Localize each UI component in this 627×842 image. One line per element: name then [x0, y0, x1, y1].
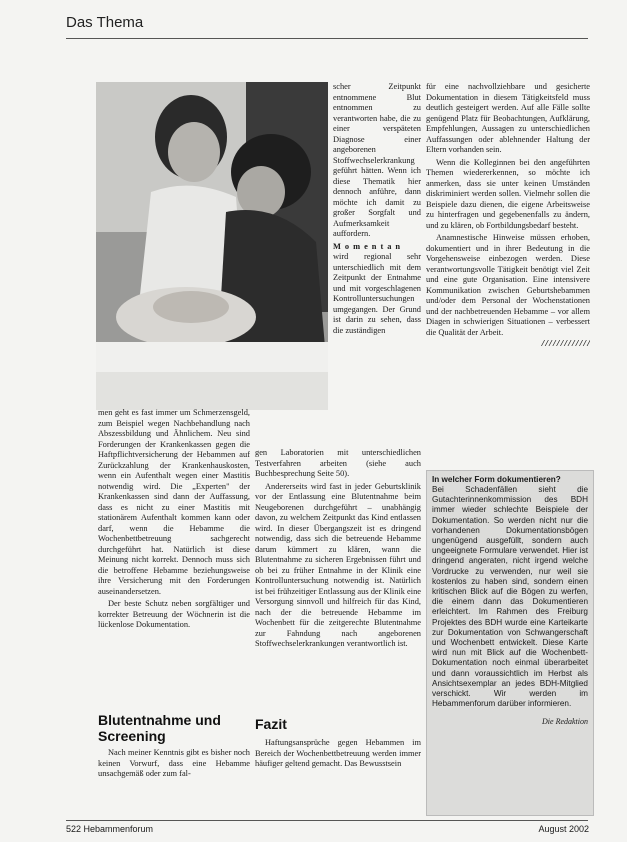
paragraph-text: wird regional sehr unterschiedlich mit dem Zeitpunkt der Entnahme und mit vorgeschlagenen Kontrolluntersuchungen umgegangen. Der Grund ist darin zu sehen, dass die zuständigen: [333, 252, 421, 335]
column-left: [98, 408, 250, 728]
footer-date: August 2002: [538, 824, 589, 834]
paragraph: scher Zeitpunkt entnommene Blut entnommen zu verantworten habe, die zu einer verspäteten Diagnose einer angeborenen Stoffwechselerkrankung geführt hätten. Wenn ich diese Thematik hier dennoch anführe, dann möchte ich damit zu großer Sorgfalt und Aufmerksamkeit auffordern.: [333, 82, 421, 238]
header-rule: [66, 38, 588, 39]
photo-midwives-with-newborn: [96, 82, 328, 410]
spaced-word: Momentan: [333, 241, 405, 251]
column-right: [426, 82, 590, 468]
paragraph: Nach meiner Kenntnis gibt es bisher noch keinen Vorwurf, dass eine Hebamme unsachgemäß oder zum fal-: [98, 748, 250, 778]
paragraph: für eine nachvollziehbare und gesicherte Dokumentation in diesem Tätigkeitsfeld muss deutlich gesteigert werden. Auf alle Fälle sollte genügend Platz für Beobachtungen, Aufklärung, Empfehlungen, Aussagen zu unterschiedlichen Auffassungen oder ablehnender Haltung der Eltern vorhanden sein.: [426, 82, 590, 154]
heading-fazit: Fazit: [255, 716, 287, 732]
box-text: Bei Schadenfällen sieht die Gutachterinnenkommission des BDH immer wieder schlechte Beispiele der Dokumentation. So werden nicht nur die vorhandenen Dokumentationsbögen ungenügend ausgefüllt, sondern auch ungeeignete Formulare verwendet. Hier ist dringend angeraten, nicht irgend welche Vordrucke zu verwenden, nur weil sie kostenlos zu haben sind, sondern einen kritischen Blick auf die Bögen zu werfen, die einem dann das Dokumentieren erleichtert. Im Rahmen des Freiburg Projektes des BDH wurde eine Karteikarte zur Dokumentation von Schwangerschaft und Wochenbett entwickelt. Diese Karte wird nun mit Blick auf die Wochenbett-Dokumentation noch einmal überarbeitet und dann voraussichtlich im Herbst als Ansichtsexemplar an jedes BDH-Mitglied verschickt. Wir werden im Hebammenforum darüber informieren.: [432, 485, 588, 709]
paragraph: Anamnestische Hinweise müssen erhoben, dokumentiert und in ihrer Bedeutung in die Vorgehensweise einbezogen werden. Diese verantwortungsvolle Tätigkeit benötigt viel Zeit und eine gute Organisation. Eine intensivere Kommunikation zwischen Geburtshebammen und/oder dem Personal der Wochenstationen und der nachbetreuenden Hebamme – vor allem Diagen in schwierigen Situationen – verbessert die Qualität der Arbeit.: [426, 233, 590, 337]
paragraph: Wenn die Kolleginnen bei den angeführten Themen wiedererkennen, so möchte ich anmerken, dass sie unter keinen Umständen diskriminiert werden sollen. Vielmehr sollen die Beispiele dazu dienen, die eigene Arbeitsweise zu hinterfragen und gegebenenfalls zu ändern, und zu klären, ob Fortbildungsbedarf besteht.: [426, 157, 590, 230]
paragraph: men geht es fast immer um Schmerzensgeld, zum Beispiel wegen Nachbehandlung nach Abszessbildung und Ähnlichem. Neu sind Forderungen der Krankenkassen gegen die Haftpflichtversicherung der Hebammen auf Zurückzahlung der Krankenhauskosten, wenn ein Aufenthalt wegen einer Mastitis notwendig wird. Die „Experten" der Krankenkassen sind dann der Auffassung, dass es nicht zu einer Mastitis mit stationärem Aufenthalt kommen kann oder darf, wenn die Hebamme die Wochenbettbetreuung sachgerecht durchgeführt hat. Natürlich ist diese Meinung nicht korrekt. Dennoch muss sich die betroffene Hebamme beziehungsweise ihre Versicherung mit den Forderungen auseinandersetzen.: [98, 408, 250, 596]
article-photo: [96, 82, 328, 410]
paragraph: [333, 242, 421, 337]
column-middle: [255, 448, 421, 718]
paragraph: Der beste Schutz neben sorgfältiger und korrekter Betreuung der Wöchnerin ist die lückenlose Dokumentation.: [98, 599, 250, 629]
info-box: [426, 470, 594, 816]
paragraph: Andererseits wird fast in jeder Geburtsklinik vor der Entlassung eine Blutentnahme beim Neugeborenen durchgeführt – unabhängig davon, zu welchem Zeitpunkt das Kind entlassen wird. In dieser Übergangszeit ist es dringend notwendig, dass sich die betreuende Hebamme darum kümmert zu klären, wann die Blutentnahme zu sicheren Ergebnissen führt und ob bei zu früher Entnahme in der Klinik eine Kontrolluntersuchung notwendig ist. Natürlich ist bei frühzeitiger Entlassung aus der Klinik eine Versorgung sinnvoll und hilfreich für das Kind, nach der die betreuende Hebamme im Wochenbett für die zeitgerechte Blutentnahme zur Fahndung nach angeborenen Stoffwechselerkrankungen verantwortlich ist.: [255, 481, 421, 648]
paragraph: gen Laboratorien mit unterschiedlichen Testverfahren arbeiten (siehe auch Buchbesprechung Seite 50).: [255, 448, 421, 478]
column-middle-top: [333, 82, 421, 448]
column-left-bottom: [98, 748, 250, 814]
footer-page-label: 522 Hebammenforum: [66, 824, 154, 834]
paragraph: Haftungsansprüche gegen Hebammen im Bereich der Wochenbettbetreuung werden immer häufiger geltend gemacht. Das Bewusstsein: [255, 738, 421, 768]
column-middle-bottom: [255, 738, 421, 814]
heading-blutentnahme: Blutentnahme und Screening: [98, 712, 221, 744]
box-question: In welcher Form dokumentieren?: [432, 475, 561, 484]
box-signature: Die Redaktion: [542, 717, 588, 727]
footer-rule: [66, 820, 588, 821]
section-title: Das Thema: [66, 14, 144, 31]
end-mark: /////////////: [540, 340, 590, 349]
